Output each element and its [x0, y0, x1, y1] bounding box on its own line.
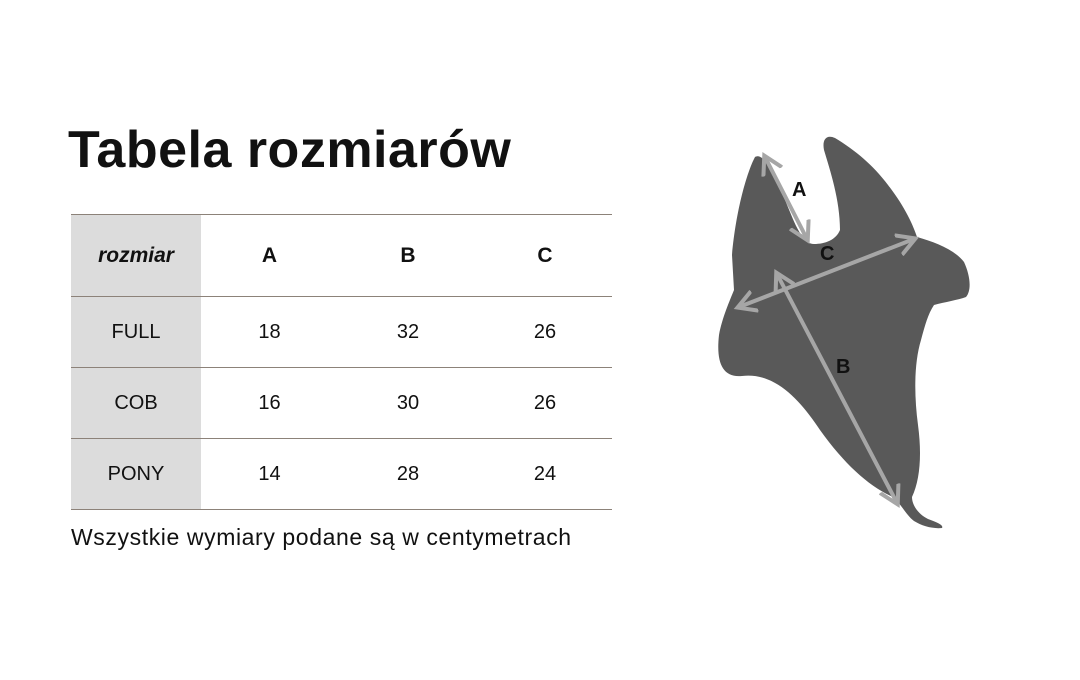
- header-cell-a: A: [201, 215, 338, 297]
- table-row: [71, 297, 612, 368]
- table-header-row: [71, 215, 612, 297]
- table-row: [71, 439, 612, 510]
- table-cell: 24: [478, 439, 612, 510]
- label-c: C: [820, 243, 835, 265]
- row-size-label: COB: [71, 368, 201, 439]
- size-table: [71, 214, 612, 510]
- table-cell: 30: [338, 368, 478, 439]
- table-cell: 14: [201, 439, 338, 510]
- row-size-label: PONY: [71, 439, 201, 510]
- header-cell-b: B: [338, 215, 478, 297]
- table-cell: 32: [338, 297, 478, 368]
- table-row: [71, 368, 612, 439]
- label-b: B: [836, 356, 851, 378]
- label-a: A: [792, 179, 807, 201]
- table-cell: 26: [478, 297, 612, 368]
- fly-mask-diagram: [700, 120, 1000, 550]
- table-cell: 16: [201, 368, 338, 439]
- header-cell-c: C: [478, 215, 612, 297]
- table-cell: 26: [478, 368, 612, 439]
- fly-mask-shape: [718, 137, 969, 528]
- table-cell: 28: [338, 439, 478, 510]
- page-title: Tabela rozmiarów: [68, 121, 512, 179]
- row-size-label: FULL: [71, 297, 201, 368]
- header-cell-size: rozmiar: [71, 215, 201, 297]
- units-note: Wszystkie wymiary podane są w centymetrach: [71, 524, 572, 550]
- table-cell: 18: [201, 297, 338, 368]
